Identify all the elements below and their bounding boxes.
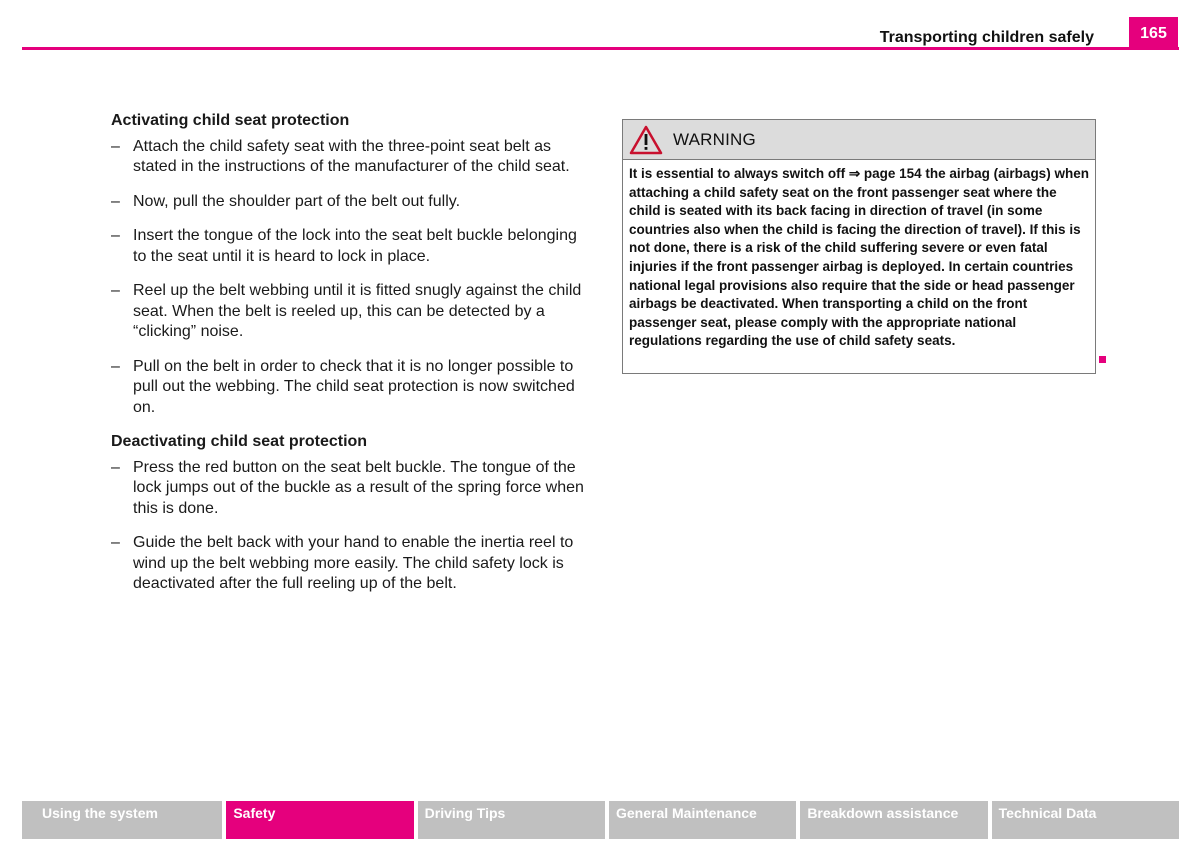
- tab-using-the-system[interactable]: Using the system: [22, 801, 222, 839]
- step-text: Now, pull the shoulder part of the belt out fully.: [133, 192, 461, 210]
- tab-general-maintenance[interactable]: General Maintenance: [609, 801, 796, 839]
- dash-bullet: –: [111, 227, 120, 244]
- list-item: [111, 533, 587, 595]
- dash-bullet: –: [111, 458, 120, 476]
- warning-text: It is essential to always switch off ⇒ page 154 the airbag (airbags) when attaching a child safety seat on the front passenger seat where the child is seated with its back facing in direction of travel (in some countries also when the child is facing the direction of travel). If this is not done, there is a risk of the child suffering severe or even fatal injuries if the front passenger airbag is deployed. In certain countries national legal provisions also require that the side or head passenger airbags be deactivated. When transporting a child on the front passenger seat, please comply with the appropriate national regulations regarding the use of child safety seats.: [629, 166, 1089, 349]
- step-text: Pull on the belt in order to check that it is no longer possible to pull out the webbing. The child seat protection is now switched on.: [133, 357, 575, 416]
- list-item: [111, 137, 587, 178]
- warning-box: [622, 119, 1096, 374]
- deactivating-heading: Deactivating child seat protection: [111, 433, 368, 450]
- warning-header: [623, 120, 1095, 160]
- list-item: [111, 281, 587, 343]
- list-item: [111, 192, 587, 213]
- section-title: Transporting children safely: [879, 29, 1094, 46]
- activating-steps: [111, 137, 587, 419]
- warning-title: WARNING: [673, 129, 756, 149]
- section-end-marker: [1099, 356, 1106, 363]
- list-item: [111, 226, 587, 267]
- tab-breakdown-assistance[interactable]: Breakdown assistance: [800, 801, 987, 839]
- step-text: Attach the child safety seat with the three-point seat belt as stated in the instructions of the manufacturer of the child seat.: [133, 137, 570, 175]
- step-text: Press the red button on the seat belt buckle. The tongue of the lock jumps out of the buckle as a result of the spring force when this is done.: [133, 458, 584, 517]
- tab-driving-tips[interactable]: Driving Tips: [418, 801, 605, 839]
- deactivating-steps: [111, 458, 587, 595]
- tab-safety[interactable]: Safety: [226, 801, 413, 839]
- dash-bullet: –: [111, 192, 120, 210]
- step-text: Reel up the belt webbing until it is fitted snugly against the child seat. When the belt is reeled up, this can be detected by a “clicking” noise.: [133, 282, 582, 340]
- header-divider: [22, 47, 1179, 50]
- chapter-nav: [22, 801, 1179, 839]
- activating-heading: Activating child seat protection: [111, 112, 350, 129]
- list-item: [111, 458, 587, 520]
- dash-bullet: –: [111, 137, 120, 155]
- step-text: Guide the belt back with your hand to enable the inertia reel to wind up the belt webbing more easily. The child safety lock is deactivated after the full reeling up of the belt.: [133, 534, 574, 592]
- list-item: [111, 357, 587, 419]
- page-number: 165: [1129, 17, 1178, 50]
- step-text: Insert the tongue of the lock into the seat belt buckle belonging to the seat until it is heard to lock in place.: [133, 227, 577, 265]
- dash-bullet: –: [111, 282, 120, 299]
- tab-technical-data[interactable]: Technical Data: [992, 801, 1179, 839]
- instructions-column: [111, 111, 587, 609]
- dash-bullet: –: [111, 357, 120, 375]
- dash-bullet: –: [111, 534, 120, 551]
- warning-triangle-icon: [629, 125, 663, 155]
